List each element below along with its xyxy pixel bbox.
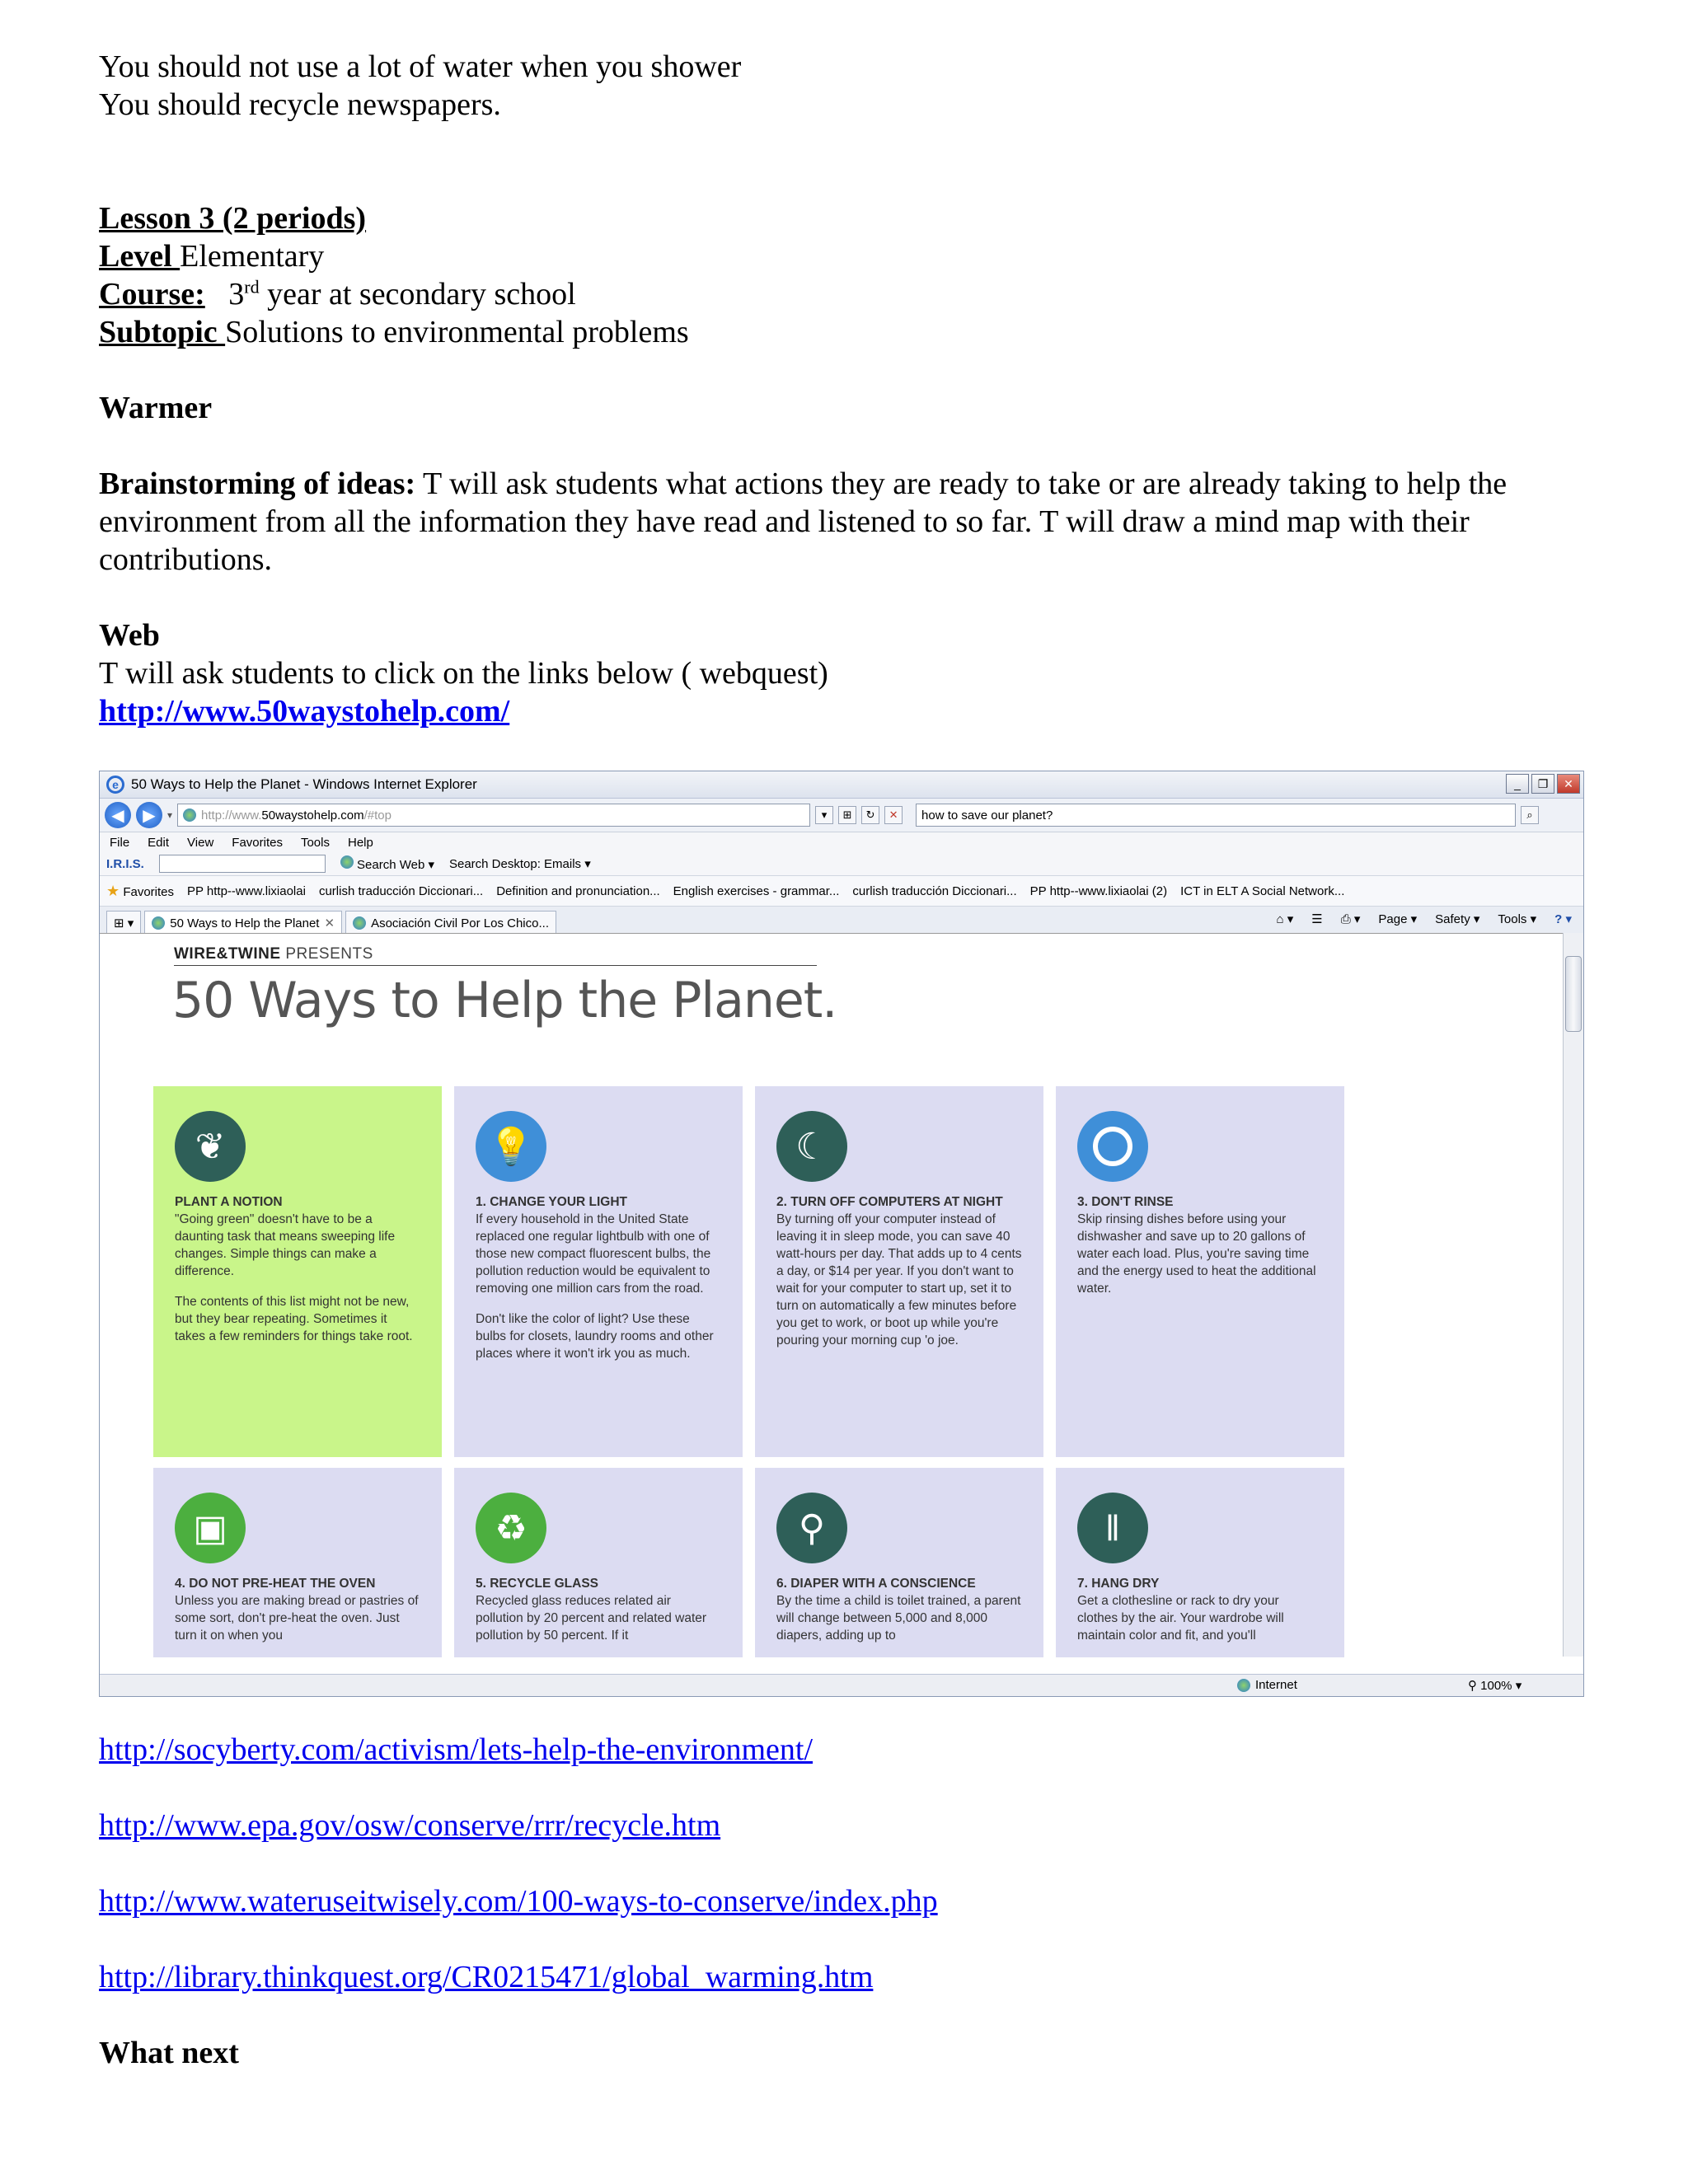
- window-titlebar: [100, 771, 1583, 799]
- card-text: "Going green" doesn't have to be a daunting task that means sweeping life changes. Simple things can make a difference.: [175, 1212, 396, 1278]
- search-icon[interactable]: ⌕: [1521, 806, 1539, 824]
- tab2-globe-icon: [353, 916, 366, 930]
- card-turn-off-computers: [755, 1086, 1043, 1457]
- safety-menu[interactable]: Safety ▾: [1435, 912, 1480, 926]
- site-brand-rest: PRESENTS: [280, 945, 373, 963]
- iris-toolbar: [100, 852, 1583, 876]
- tab-close-icon[interactable]: ✕: [324, 916, 335, 930]
- favorite-link-3[interactable]: Definition and pronunciation...: [496, 883, 660, 898]
- card-text-2: Don't like the color of light? Use these bulbs for closets, laundry rooms and other places where it won't irk you as much.: [476, 1312, 714, 1361]
- print-icon[interactable]: ⎙ ▾: [1340, 912, 1361, 926]
- web-instruction: T will ask students to click on the links below ( webquest): [99, 656, 828, 691]
- page-viewport: [100, 933, 1564, 1657]
- help-icon[interactable]: ? ▾: [1554, 912, 1572, 926]
- tab-50-ways-label: 50 Ways to Help the Planet: [170, 916, 320, 930]
- lightbulb-icon: 💡: [476, 1111, 546, 1182]
- link-wateruseitwisely[interactable]: http://www.wateruseitwisely.com/100-ways-to-conserve/index.php: [99, 1884, 938, 1919]
- menu-tools[interactable]: Tools: [300, 835, 330, 850]
- links-section: [99, 1731, 938, 2072]
- ie-logo-icon: e: [106, 776, 124, 794]
- compat-view-icon[interactable]: ⊞: [838, 806, 856, 824]
- favorites-star-icon: ★: [106, 882, 120, 899]
- minimize-button[interactable]: _: [1506, 774, 1529, 794]
- favorites-bar: [100, 876, 1583, 907]
- nav-dropdown-icon[interactable]: ▾: [167, 809, 173, 821]
- card-title: 5. RECYCLE GLASS: [476, 1577, 598, 1591]
- web-heading: Web: [99, 618, 160, 653]
- restore-button[interactable]: ❐: [1531, 774, 1554, 794]
- brainstorm-text: T will ask students what actions they are ready to take or are already taking to help the environment from all the information they have read and listened to so far. T will draw a mind map with their contributions.: [99, 466, 1507, 577]
- browser-screenshot: [99, 771, 1584, 1697]
- menu-view[interactable]: View: [187, 835, 214, 850]
- card-title: 4. DO NOT PRE-HEAT THE OVEN: [175, 1577, 376, 1591]
- link-thinkquest[interactable]: http://library.thinkquest.org/CR0215471/global_warming.htm: [99, 1960, 874, 1994]
- tab-asociacion-label: Asociación Civil Por Los Chico...: [371, 916, 549, 930]
- course-sup: rd: [244, 276, 260, 298]
- oven-icon: ▣: [175, 1493, 246, 1563]
- brainstorm-paragraph: [99, 465, 1615, 579]
- link-50waystohelp[interactable]: http://www.50waystohelp.com/: [99, 694, 510, 729]
- card-text: By the time a child is toilet trained, a parent will change between 5,000 and 8,000 diapers, adding up to: [776, 1594, 1021, 1643]
- status-zone-label: Internet: [1255, 1678, 1297, 1692]
- site-brand-bold: WIRE&TWINE: [174, 945, 281, 963]
- search-desktop-button[interactable]: Search Desktop: Emails ▾: [448, 857, 591, 871]
- iris-brand[interactable]: I.R.I.S.: [106, 856, 144, 871]
- feeds-icon[interactable]: ☰: [1311, 912, 1323, 926]
- card-recycle-glass: [454, 1468, 743, 1657]
- menu-edit[interactable]: Edit: [148, 835, 170, 850]
- card-change-your-light: [454, 1086, 743, 1457]
- card-text: If every household in the United State replaced one regular lightbulb with one of those new compact fluorescent bulbs, the pollution reduction would be equivalent to removing one million cars from the road.: [476, 1212, 711, 1296]
- address-prefix: http://www.: [201, 808, 262, 823]
- back-button[interactable]: ◀: [105, 802, 131, 828]
- plant-icon: ❦: [175, 1111, 246, 1182]
- safety-pin-icon: ⚲: [776, 1493, 847, 1563]
- card-text: Skip rinsing dishes before using your dishwasher and save up to 20 gallons of water each load. Plus, you're saving time and the energy used to heat the additional water.: [1077, 1212, 1316, 1296]
- clothespin-icon: ǁ: [1077, 1493, 1148, 1563]
- tab-bar: [100, 907, 1583, 935]
- intro-line-2: You should recycle newspapers.: [99, 87, 501, 122]
- recycle-icon: ♻: [476, 1493, 546, 1563]
- search-web-label: Search Web: [357, 858, 425, 872]
- card-title: PLANT A NOTION: [175, 1195, 283, 1209]
- course-line: [99, 275, 1615, 313]
- zoom-level: 100%: [1480, 1679, 1512, 1693]
- search-input[interactable]: [916, 804, 1516, 827]
- tools-menu[interactable]: Tools ▾: [1498, 912, 1537, 926]
- card-text: Unless you are making bread or pastries of some sort, don't pre-heat the oven. Just turn it on when you: [175, 1594, 419, 1643]
- tools-menu-label: Tools: [1498, 912, 1527, 926]
- favorite-link-2[interactable]: curlish traducción Diccionari...: [318, 883, 484, 898]
- address-bar-row: [100, 799, 1583, 832]
- refresh-icon[interactable]: ↻: [861, 806, 879, 824]
- address-dropdown-button[interactable]: ▾: [815, 806, 833, 824]
- page-menu[interactable]: Page ▾: [1378, 912, 1418, 926]
- home-icon[interactable]: ⌂ ▾: [1276, 912, 1294, 926]
- vertical-scrollbar[interactable]: [1563, 933, 1583, 1657]
- address-domain: 50waystohelp.com: [261, 808, 364, 823]
- address-input[interactable]: [177, 804, 810, 827]
- level-value: Elementary: [180, 239, 325, 274]
- menu-bar: [100, 832, 1583, 852]
- favorites-label: Favorites: [123, 884, 174, 899]
- menu-help[interactable]: Help: [348, 835, 373, 850]
- favorite-link-1[interactable]: PP http--www.lixiaolai: [187, 883, 306, 898]
- site-title: 50 Ways to Help the Planet.: [172, 972, 837, 1029]
- search-web-button[interactable]: Search Web ▾: [340, 855, 434, 872]
- card-text: Recycled glass reduces related air pollution by 20 percent and related water pollution by 50 percent. If it: [476, 1594, 707, 1643]
- card-do-not-preheat: [153, 1468, 442, 1657]
- iris-search-input[interactable]: [159, 855, 326, 873]
- site-brand-rule: [174, 965, 817, 966]
- moon-icon: ☾: [776, 1111, 847, 1182]
- what-next-heading: What next: [99, 2036, 239, 2070]
- close-button[interactable]: ✕: [1557, 774, 1580, 794]
- zoom-control[interactable]: ⚲ 100% ▾: [1468, 1679, 1522, 1693]
- brainstorm-label: Brainstorming of ideas:: [99, 466, 416, 501]
- lesson-heading: Lesson 3 (2 periods): [99, 201, 367, 236]
- tab-globe-icon: [152, 916, 165, 930]
- card-plant-a-notion: [153, 1086, 442, 1457]
- card-title: 2. TURN OFF COMPUTERS AT NIGHT: [776, 1195, 1003, 1209]
- favorite-link-7[interactable]: ICT in ELT A Social Network...: [1180, 883, 1345, 898]
- card-text: By turning off your computer instead of leaving it in sleep mode, you can save 40 watt-hours per day. That adds up to 4 cents a day, or $14 per year. If you don't want to wait for your computer to start up, set it to turn on automatically a few minutes before you get to work, or boot up while you're pouring your morning cup 'o joe.: [776, 1212, 1022, 1347]
- status-bar: [100, 1674, 1583, 1696]
- search-web-icon: [340, 855, 354, 869]
- page-menu-label: Page: [1378, 912, 1408, 926]
- card-title: 1. CHANGE YOUR LIGHT: [476, 1195, 628, 1209]
- forward-button[interactable]: ▶: [136, 802, 162, 828]
- menu-favorites[interactable]: Favorites: [232, 835, 283, 850]
- card-text: Get a clothesline or rack to dry your clothes by the air. Your wardrobe will maintain color and fit, and you'll: [1077, 1594, 1284, 1643]
- search-desktop-label: Search Desktop: Emails: [448, 857, 582, 871]
- tab-asociacion[interactable]: [345, 911, 556, 935]
- course-rest: year at secondary school: [259, 277, 576, 312]
- page-globe-icon: [183, 808, 196, 822]
- internet-globe-icon: [1237, 1679, 1250, 1692]
- favorite-link-5[interactable]: curlish traducción Diccionari...: [852, 883, 1017, 898]
- safety-menu-label: Safety: [1435, 912, 1470, 926]
- card-title: 6. DIAPER WITH A CONSCIENCE: [776, 1577, 976, 1591]
- subtopic-value: Solutions to environmental problems: [225, 315, 689, 349]
- card-title: 7. HANG DRY: [1077, 1577, 1160, 1591]
- course-label: Course:: [99, 277, 205, 312]
- subtopic-label: Subtopic: [99, 315, 226, 349]
- card-dont-rinse: [1056, 1086, 1344, 1457]
- link-socyberty[interactable]: http://socyberty.com/activism/lets-help-the-environment/: [99, 1732, 814, 1767]
- level-label: Level: [99, 239, 181, 274]
- status-zone: [1237, 1678, 1297, 1692]
- intro-line-1: You should not use a lot of water when you shower: [99, 49, 742, 84]
- site-brand: [174, 945, 373, 963]
- card-diaper: [755, 1468, 1043, 1657]
- card-hang-dry: [1056, 1468, 1344, 1657]
- favorite-link-6[interactable]: PP http--www.lixiaolai (2): [1029, 883, 1168, 898]
- window-title: 50 Ways to Help the Planet - Windows Internet Explorer: [131, 776, 477, 792]
- stop-icon[interactable]: ✕: [884, 806, 903, 824]
- course-num: 3: [228, 277, 245, 312]
- menu-file[interactable]: File: [110, 835, 130, 850]
- link-epa[interactable]: http://www.epa.gov/osw/conserve/rrr/recycle.htm: [99, 1808, 721, 1843]
- address-tail: /#top: [363, 808, 392, 823]
- warmer-heading: Warmer: [99, 391, 213, 425]
- scrollbar-thumb[interactable]: [1565, 956, 1582, 1032]
- card-text-2: The contents of this list might not be new, but they bear repeating. Sometimes it takes a few reminders for things take root.: [175, 1295, 413, 1343]
- tab-50-ways[interactable]: [144, 911, 342, 935]
- subtopic-line: [99, 313, 1615, 351]
- document-body: [99, 48, 1615, 730]
- tab-list-button[interactable]: ⊞ ▾: [106, 911, 141, 935]
- search-text: how to save our planet?: [921, 808, 1053, 823]
- plate-icon: [1077, 1111, 1148, 1182]
- favorites-button[interactable]: [106, 883, 174, 900]
- favorite-link-4[interactable]: English exercises - grammar...: [673, 883, 840, 898]
- card-title: 3. DON'T RINSE: [1077, 1195, 1174, 1209]
- level-line: [99, 237, 1615, 275]
